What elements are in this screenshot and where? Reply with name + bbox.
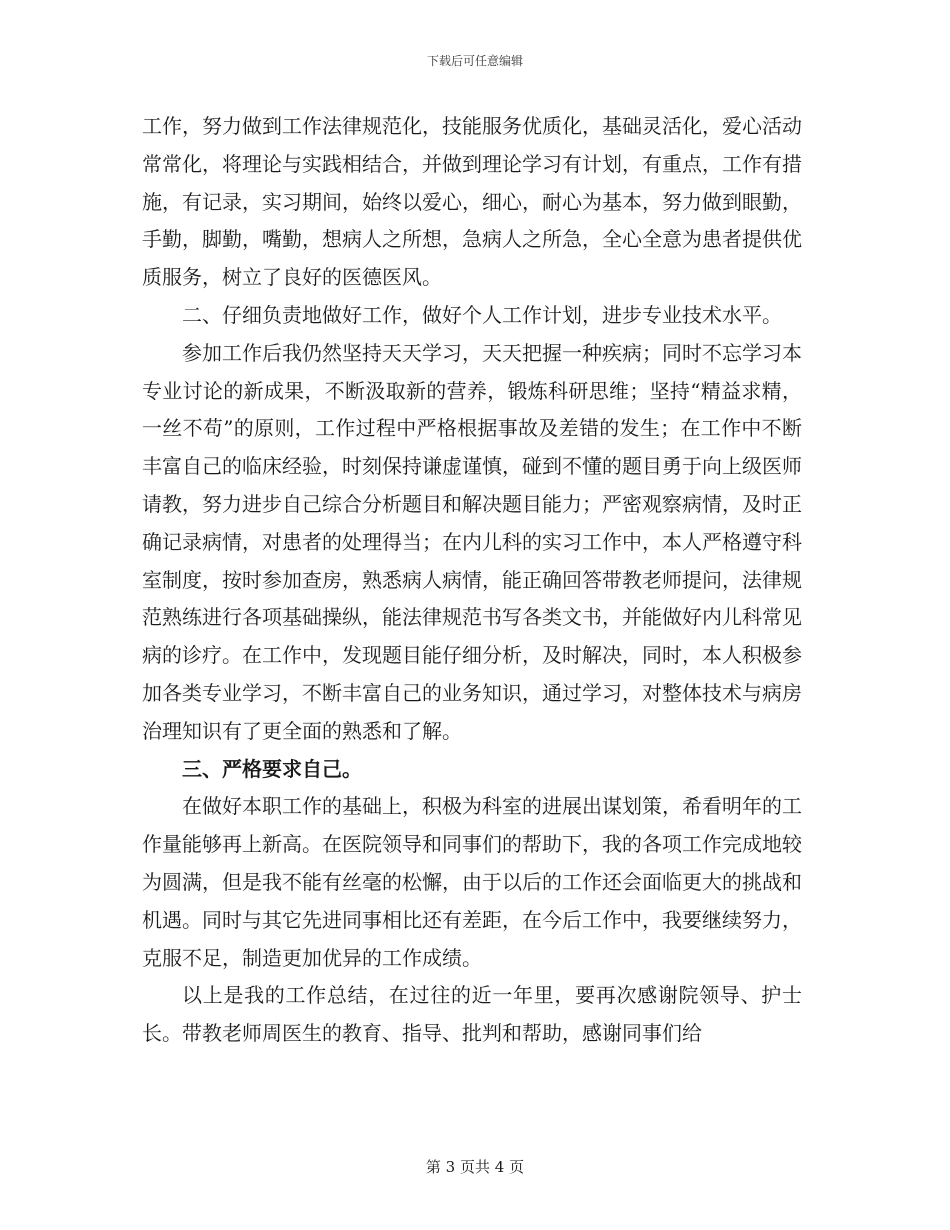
page-number-footer: 第 3 页共 4 页 [425,1158,525,1176]
page-header: 下载后可任意编辑 [426,54,523,68]
document-body [142,108,802,1053]
paragraph-self-requirement: 在做好本职工作的基础上，积极为科室的进展出谋划策，希看明年的工作量能够再上新高。在医院领导和同事们的帮助下，我的各项工作完成地较为圆满，但是我不能有丝毫的松懈，由于以后的工作还会面临更大的挑战和机遇。同时与其它先进同事相比还有差距，在今后工作中，我要继续努力，克服不足，制造更加优异的工作成绩。 [142,794,802,970]
paragraph-work-study: 参加工作后我仍然坚持天天学习，天天把握一种疾病；同时不忘学习本专业讨论的新成果，不断汲取新的营养，锻炼科研思维；坚持“精益求精，一丝不苟”的原则，工作过程中严格根据事故及差错的发生；在工作中不断丰富自己的临床经验，时刻保持谦虚谨慎，碰到不懂的题目勇于向上级医师请教，努力进步自己综合分析题目和解决题目能力；严密观察病情，及时正确记录病情，对患者的处理得当；在内儿科的实习工作中，本人严格遵守科室制度，按时参加查房，熟悉病人病情，能正确回答带教老师提问，法律规范熟练进行各项基础操纵，能法律规范书写各类文书，并能做好内儿科常见病的诊疗。在工作中，发现题目能仔细分析，及时解决，同时，本人积极参加各类专业学习，不断丰富自己的业务知识，通过学习，对整体技术与病房治理知识有了更全面的熟悉和了解。 [142,340,802,743]
section-heading-three: 三、严格要求自己。 [182,756,362,781]
paragraph-summary-thanks: 以上是我的工作总结，在过往的近一年里，要再次感谢院领导、护士长。带教老师周医生的教育、指导、批判和帮助，感谢同事们给 [142,983,802,1046]
paragraph-continuation: 工作，努力做到工作法律规范化，技能服务优质化，基础灵活化，爱心活动常常化，将理论与实践相结合，并做到理论学习有计划，有重点，工作有措施，有记录，实习期间，始终以爱心，细心，耐心为基本，努力做到眼勤，手勤，脚勤，嘴勤，想病人之所想，急病人之所急，全心全意为患者提供优质服务，树立了良好的医德医风。 [142,114,802,290]
section-heading-two: 二、仔细负责地做好工作，做好个人工作计划，进步专业技术水平。 [182,302,782,327]
